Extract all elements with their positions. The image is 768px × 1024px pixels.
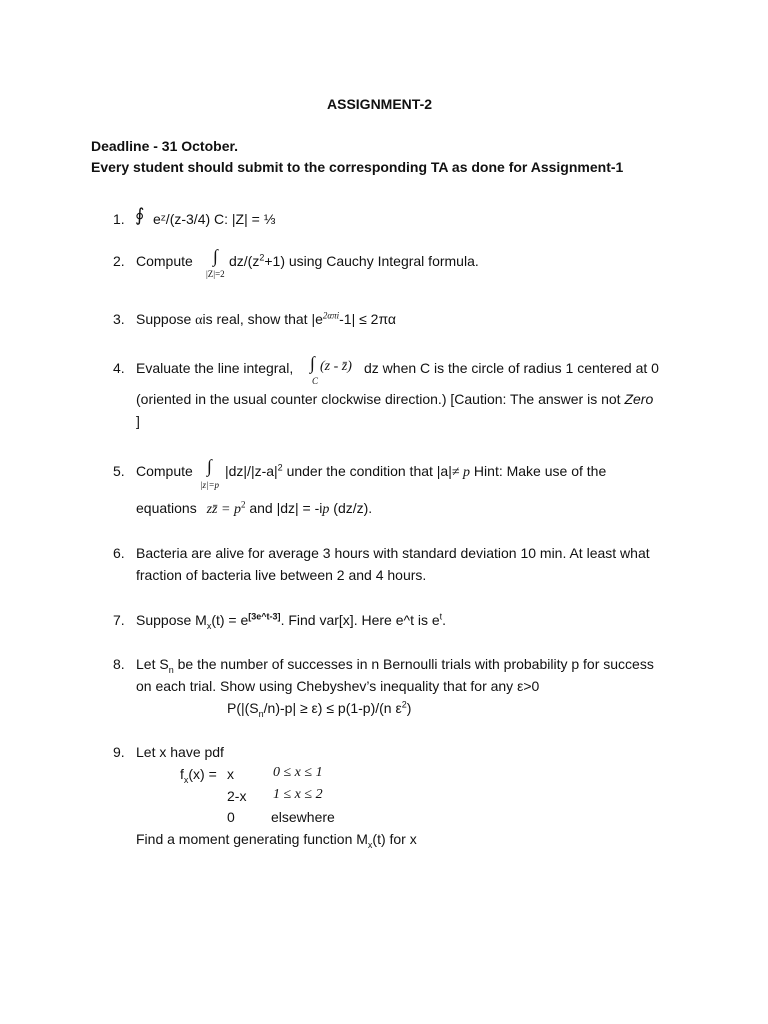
question-prefix: Compute — [136, 253, 193, 269]
pdf-cond-1: 0 ≤ x ≤ 1 — [273, 765, 323, 780]
question-number: 4. — [113, 360, 125, 376]
question-number: 9. — [113, 744, 125, 760]
integral-limit: |z|=p — [200, 480, 220, 490]
question-text: Suppose $M_x(t) = e[3e\^{}t-3]$. Find var[x]. Here e^t is $e^t$. — [136, 611, 447, 631]
integral-limit: C — [312, 376, 319, 386]
pdf-cond-3: elsewhere — [271, 809, 335, 825]
pdf-cond-2: 1 ≤ x ≤ 2 — [273, 787, 323, 802]
question-prefix: Compute — [136, 463, 193, 479]
question-number: 2. — [113, 253, 125, 269]
integrand: (z - z̄) — [320, 359, 352, 374]
deadline: Deadline - 31 October. — [91, 138, 239, 154]
question-final-line: Find a moment generating function $M_x(t)$ for x — [136, 831, 417, 850]
question-line-3: ] — [136, 413, 140, 429]
question-line-2: equations zz̄ = $p^2$ and |dz| = -ip (dz/z). — [136, 499, 373, 517]
question-line-2: (oriented in the usual counter clockwise direction.) [Caution: The answer is not Zero — [136, 391, 654, 407]
question-text: Suppose αis real, show that $|e^{2\alpha\pi i}-1| \le 2\pi\alpha$ — [136, 310, 397, 328]
question-number: 5. — [113, 463, 125, 479]
question-line-2: on each trial. Show using Chebyshev’s inequality that for any ε>0 — [136, 678, 540, 694]
question-text: eᶻ/(z-3/4) C: |Z| = ⅓ — [153, 211, 276, 227]
question-number: 3. — [113, 311, 125, 327]
pdf-expr-2: 2-x — [227, 788, 247, 804]
question-number: 8. — [113, 656, 125, 672]
page-title: ASSIGNMENT-2 — [327, 96, 433, 112]
integral-symbol: ∫ — [207, 456, 212, 476]
pdf-expr-1: x — [227, 766, 234, 782]
question-number: 1. — [113, 211, 125, 227]
chebyshev-formula: $P(|(S_n/n)-p| \ge \varepsilon) \le p(1-p)/(n$ $\varepsilon^2$) — [227, 699, 412, 719]
contour-integral-symbol: ∮ — [135, 205, 145, 225]
question-number: 7. — [113, 612, 125, 628]
question-text: $dz/(z^2+1)$ using Cauchy Integral formula. — [229, 252, 479, 269]
question-line-1: Bacteria are alive for average 3 hours with standard deviation 10 min. At least what — [136, 545, 650, 561]
integral-symbol: ∫ — [213, 246, 218, 266]
question-number: 6. — [113, 545, 125, 561]
question-text: Evaluate the line integral, — [136, 360, 294, 376]
integral-limit: |Z|=2 — [206, 269, 225, 279]
question-line-1: Let $S_n$ be the number of successes in n Bernoulli trials with probability p for success — [136, 656, 654, 675]
instruction: Every student should submit to the corresponding TA as done for Assignment-1 — [91, 159, 624, 175]
pdf-expr-3: 0 — [227, 809, 235, 825]
question-line-2: fraction of bacteria live between 2 and 4 hours. — [136, 567, 427, 583]
pdf-label: $f_x(x)$ = — [180, 766, 217, 785]
question-text-cont: dz when C is the circle of radius 1 centered at 0 — [364, 360, 659, 376]
question-text: $|dz|/|z-a|^2$ under the condition that |a|≠ p Hint: Make use of the — [225, 462, 607, 480]
integral-symbol: ∫ — [310, 353, 315, 373]
question-line-1: Let x have pdf — [136, 744, 224, 760]
